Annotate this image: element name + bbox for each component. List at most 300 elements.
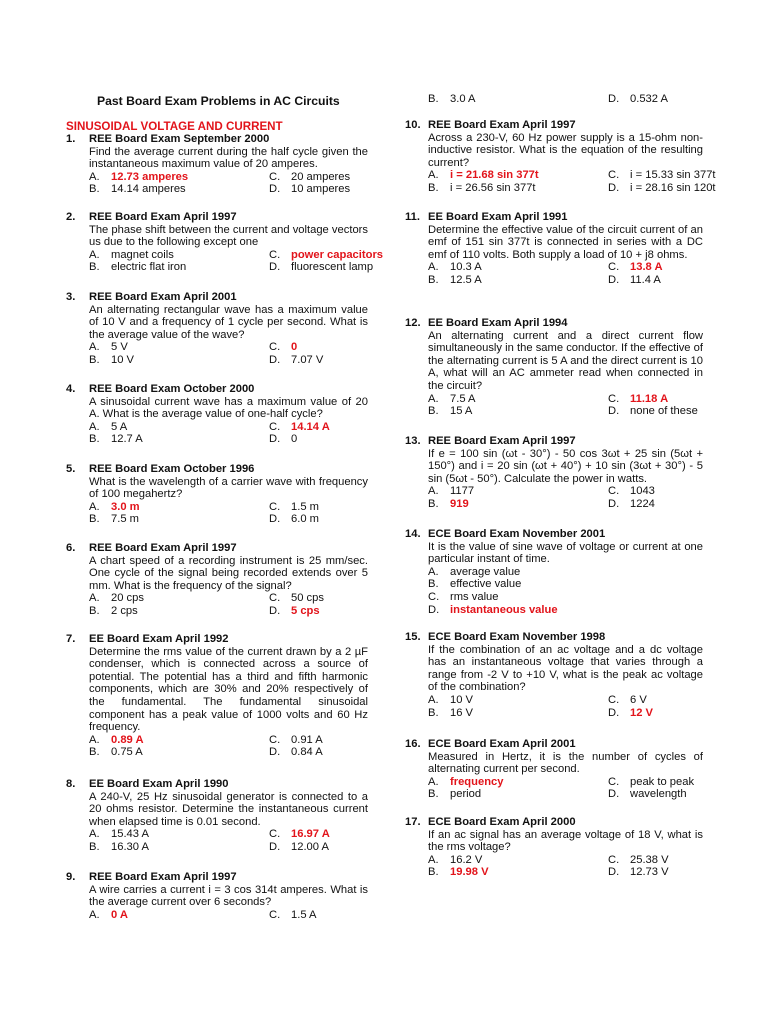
option-text: 10 V [450, 693, 474, 706]
option-text: period [450, 788, 482, 801]
answer-option [428, 485, 474, 498]
correct-answer-option [608, 393, 668, 406]
option-letter: D. [608, 788, 620, 801]
option-text: none of these [630, 405, 698, 418]
option-row [428, 93, 703, 106]
option-text: 6 V [630, 693, 647, 706]
option-text: 919 [450, 497, 469, 510]
option-text: 20 cps [111, 592, 144, 605]
question-text: If an ac signal has an average voltage of 18 V, what is the rms voltage? [428, 828, 703, 854]
correct-answer-option [89, 501, 140, 514]
option-letter: C. [269, 733, 281, 746]
answer-option [428, 854, 482, 867]
question-header [66, 133, 368, 146]
question-number: 12. [405, 317, 421, 329]
answer-options [428, 393, 703, 418]
answer-option [89, 421, 127, 434]
option-text: 1.5 A [291, 908, 317, 921]
question-item [405, 119, 716, 195]
answer-option [269, 909, 317, 922]
question-source: EE Board Exam April 1990 [89, 778, 229, 790]
option-letter: B. [89, 513, 100, 526]
page-title: Past Board Exam Problems in AC Circuits [97, 94, 340, 108]
option-letter: A. [428, 485, 439, 498]
option-text: 0 [291, 341, 298, 354]
option-text: 16 V [450, 706, 474, 719]
answer-options [428, 566, 703, 616]
option-row [89, 501, 368, 514]
question-source: REE Board Exam April 1997 [428, 435, 576, 447]
option-letter: C. [608, 693, 620, 706]
question-text: A 240-V, 25 Hz sinusoidal generator is connected to a 20 ohms resistor. Determine the instantaneous current when elapsed time is 0.01 second. [89, 790, 368, 828]
question-source: REE Board Exam April 1997 [428, 119, 576, 131]
answer-option [269, 171, 350, 184]
option-row [428, 274, 703, 287]
option-text: 16.97 A [291, 828, 330, 841]
option-row [428, 707, 703, 720]
answer-options [89, 341, 368, 366]
question-text: An alternating rectangular wave has a maximum value of 10 V and a frequency of 1 cycle per second. What is the average value of the wave? [89, 303, 368, 341]
answer-option [269, 734, 323, 747]
question-number: 13. [405, 435, 421, 447]
question-text: A sinusoidal current wave has a maximum value of 20 A. What is the average value of one-half cycle? [89, 395, 368, 421]
correct-answer-option [428, 498, 469, 511]
option-text: 6.0 m [291, 513, 319, 526]
question-source: REE Board Exam April 1997 [89, 211, 237, 223]
option-letter: C. [608, 485, 620, 498]
option-row [89, 605, 368, 618]
option-letter: B. [89, 840, 100, 853]
question-item [405, 528, 703, 616]
option-text: 0.84 A [291, 746, 323, 759]
option-letter: A. [428, 565, 439, 578]
option-letter: B. [428, 405, 439, 418]
answer-option [608, 93, 668, 106]
question-header [66, 211, 368, 224]
question-header [405, 631, 703, 644]
option-text: 14.14 A [291, 420, 330, 433]
question-source: REE Board Exam September 2000 [89, 133, 270, 145]
option-letter: A. [428, 853, 439, 866]
answer-option [428, 93, 476, 106]
option-text: 11.4 A [630, 273, 661, 286]
question-number: 4. [66, 383, 76, 395]
question-item [66, 542, 368, 618]
option-row [89, 746, 368, 759]
option-row [89, 183, 368, 196]
question-number: 8. [66, 778, 76, 790]
option-text: 13.8 A [630, 261, 663, 274]
question-number: 7. [66, 633, 76, 645]
option-letter: D. [608, 181, 620, 194]
question-source: ECE Board Exam November 1998 [428, 631, 606, 643]
question-text: Find the average current during the half cycle given the instantaneous maximum value of 20 amperes. [89, 145, 368, 171]
answer-option [89, 605, 138, 618]
option-row [428, 866, 703, 879]
question-number: 5. [66, 463, 76, 475]
option-row [89, 909, 368, 922]
question-item [66, 211, 384, 274]
option-row [428, 694, 703, 707]
question-source: EE Board Exam April 1992 [89, 633, 229, 645]
option-text: 0.75 A [111, 746, 143, 759]
answer-option [608, 274, 661, 287]
option-row [428, 485, 703, 498]
option-text: 15.43 A [111, 828, 149, 841]
option-text: 3.0 m [111, 500, 140, 513]
answer-options [89, 828, 368, 853]
answer-options [428, 854, 703, 879]
answer-option [608, 485, 655, 498]
option-row [89, 828, 368, 841]
option-letter: C. [608, 775, 620, 788]
answer-option [608, 866, 669, 879]
option-letter: D. [269, 353, 281, 366]
option-letter: D. [608, 273, 620, 286]
option-row [89, 261, 374, 274]
correct-answer-option [608, 707, 653, 720]
correct-answer-option [89, 171, 188, 184]
question-source: REE Board Exam April 2001 [89, 291, 237, 303]
option-text: effective value [450, 578, 522, 591]
question-text: What is the wavelength of a carrier wave with frequency of 100 megahertz? [89, 475, 368, 501]
answer-options [89, 909, 368, 922]
question-number: 6. [66, 542, 76, 554]
answer-options [428, 93, 703, 106]
option-text: 7.5 A [450, 392, 476, 405]
option-letter: A. [89, 420, 100, 433]
question-number: 17. [405, 816, 421, 828]
option-letter: A. [89, 733, 100, 746]
question-header [66, 633, 368, 646]
option-letter: D. [269, 513, 281, 526]
question-header [405, 816, 703, 829]
option-text: electric flat iron [111, 261, 187, 274]
option-letter: D. [608, 93, 620, 105]
option-letter: C. [269, 500, 281, 513]
option-text: 5 A [111, 420, 128, 433]
option-letter: D. [269, 261, 281, 274]
option-letter: A. [89, 500, 100, 513]
answer-option [269, 513, 319, 526]
option-letter: D. [608, 706, 620, 719]
answer-option [428, 707, 473, 720]
option-letter: A. [428, 775, 439, 788]
option-letter: A. [428, 693, 439, 706]
option-letter: B. [89, 604, 100, 617]
option-text: 16.2 V [450, 853, 483, 866]
question-item [405, 631, 703, 719]
answer-option [269, 433, 297, 446]
question-text: It is the value of sine wave of voltage or current at one particular instant of time. [428, 540, 703, 566]
question-number: 9. [66, 871, 76, 883]
question-text: A chart speed of a recording instrument is 25 mm/sec. One cycle of the signal being recorded extends over 5 mm. What is the frequency of the signal? [89, 554, 368, 592]
option-letter: A. [89, 170, 100, 183]
option-text: 1224 [630, 497, 655, 510]
option-text: wavelength [630, 788, 687, 801]
correct-answer-option [428, 604, 703, 617]
question-item [405, 738, 703, 801]
answer-option [608, 182, 716, 195]
option-letter: C. [269, 341, 281, 354]
option-letter: D. [428, 603, 440, 616]
question-header [405, 119, 703, 132]
question-text: Determine the rms value of the current drawn by a 2 µF condenser, which is connected across a source of potential. The potential has a third and fifth harmonic components, which are 30% and 20% respectively of the fundamental. The fundamental sinusoidal component has a peak value of 1000 volts and 60 Hz frequency. [89, 645, 368, 734]
answer-option [89, 592, 144, 605]
correct-answer-option [428, 169, 539, 182]
option-text: 0 [291, 433, 298, 446]
question-header [66, 778, 368, 791]
option-text: 10 amperes [291, 183, 351, 196]
question-item [66, 633, 368, 759]
answer-options [89, 421, 368, 446]
option-letter: D. [608, 497, 620, 510]
answer-option [428, 274, 482, 287]
option-row [89, 354, 368, 367]
option-letter: C. [608, 261, 620, 274]
question-source: REE Board Exam April 1997 [89, 542, 237, 554]
answer-option [428, 578, 703, 591]
option-letter: C. [269, 908, 281, 921]
option-text: peak to peak [630, 775, 695, 788]
answer-option [608, 498, 655, 511]
question-item [405, 211, 703, 287]
correct-answer-option [269, 341, 297, 354]
option-letter: C. [608, 853, 620, 866]
answer-option [89, 341, 128, 354]
option-text: i = 15.33 sin 377t [630, 169, 716, 182]
option-letter: D. [269, 433, 281, 446]
answer-option [269, 354, 323, 367]
answer-option [269, 746, 323, 759]
answer-option [89, 249, 174, 262]
question-item [405, 317, 703, 418]
answer-option [608, 694, 647, 707]
answer-options [89, 734, 368, 759]
question-number: 10. [405, 119, 421, 131]
question-source: REE Board Exam October 1996 [89, 463, 255, 475]
option-letter: B. [89, 353, 100, 366]
question-header [405, 317, 703, 330]
option-row [89, 421, 368, 434]
answer-option [89, 354, 134, 367]
question-text: An alternating current and a direct current flow simultaneously in the same conductor. If the effective of the alternating current is 5 A and the direct current is 10 A, what will an AC ammeter read when connected in the circuit? [428, 329, 703, 392]
option-row [428, 854, 703, 867]
correct-answer-option [89, 909, 128, 922]
question-number: 15. [405, 631, 421, 643]
option-row [428, 393, 703, 406]
option-text: 12.73 V [630, 866, 669, 879]
answer-option [89, 841, 149, 854]
question-source: ECE Board Exam April 2000 [428, 816, 576, 828]
option-letter: C. [608, 392, 620, 405]
answer-option [608, 788, 687, 801]
correct-answer-option [89, 734, 144, 747]
question-header [405, 528, 703, 541]
answer-option [89, 183, 186, 196]
option-letter: B. [428, 788, 439, 801]
question-header [66, 383, 368, 396]
option-text: 3.0 A [450, 93, 476, 105]
option-text: instantaneous value [450, 603, 558, 616]
option-text: 1.5 m [291, 500, 319, 513]
option-letter: D. [608, 866, 620, 879]
option-text: 10 V [111, 353, 135, 366]
option-row [89, 341, 368, 354]
question-item [405, 93, 703, 106]
option-text: 5 cps [291, 604, 320, 617]
option-text: 10.3 A [450, 261, 482, 274]
option-text: i = 26.56 sin 377t [450, 181, 536, 194]
question-number: 11. [405, 211, 420, 223]
answer-option [428, 405, 472, 418]
answer-option [269, 501, 319, 514]
question-source: EE Board Exam April 1991 [428, 211, 568, 223]
option-letter: A. [89, 341, 100, 354]
option-letter: D. [269, 183, 281, 196]
option-row [89, 841, 368, 854]
question-text: Determine the effective value of the circuit current of an emf of 151 sin 377t is connected in series with a DC emf of 110 volts. Both supply a load of 10 + j8 ohms. [428, 223, 703, 261]
option-letter: D. [269, 604, 281, 617]
correct-answer-option [428, 776, 503, 789]
option-text: fluorescent lamp [291, 261, 374, 274]
option-letter: B. [428, 181, 439, 194]
answer-option [428, 566, 703, 579]
option-row [89, 171, 368, 184]
answer-options [428, 485, 703, 510]
question-item [66, 778, 368, 854]
option-letter: B. [428, 497, 439, 510]
question-number: 1. [66, 133, 76, 145]
option-text: 25.38 V [630, 853, 669, 866]
question-header [405, 211, 703, 224]
option-text: i = 21.68 sin 377t [450, 169, 539, 182]
question-number: 3. [66, 291, 76, 303]
question-item [405, 816, 703, 879]
option-text: average value [450, 565, 521, 578]
question-source: EE Board Exam April 1994 [428, 317, 568, 329]
question-item [66, 463, 368, 526]
option-row [89, 248, 384, 262]
option-text: 50 cps [291, 592, 324, 605]
option-text: 19.98 V [450, 866, 489, 879]
question-source: REE Board Exam October 2000 [89, 383, 255, 395]
answer-options [89, 592, 368, 617]
question-number: 16. [405, 738, 421, 750]
answer-option [428, 694, 473, 707]
option-letter: B. [89, 183, 100, 196]
option-text: 12.7 A [111, 433, 143, 446]
option-text: 12.00 A [291, 840, 329, 853]
option-letter: A. [89, 828, 100, 841]
question-header [66, 542, 368, 555]
correct-answer-option [269, 421, 330, 434]
option-text: 11.18 A [630, 392, 669, 405]
answer-option [89, 433, 143, 446]
option-letter: B. [428, 706, 439, 719]
answer-option [269, 183, 350, 196]
answer-option [269, 592, 324, 605]
option-text: 1043 [630, 485, 655, 498]
correct-answer-option [269, 605, 320, 618]
option-letter: B. [428, 866, 439, 879]
correct-answer-option [269, 828, 330, 841]
option-row [428, 776, 703, 789]
question-header [66, 463, 368, 476]
option-text: power capacitors [291, 248, 384, 261]
answer-option [89, 828, 149, 841]
option-letter: A. [428, 169, 439, 182]
question-text: Across a 230-V, 60 Hz power supply is a 15-ohm non-inductive resistor. What is the equation of the resulting current? [428, 131, 703, 169]
question-header [66, 291, 368, 304]
option-text: rms value [450, 590, 499, 603]
answer-option [608, 169, 716, 182]
option-letter: B. [428, 93, 439, 105]
question-item [405, 435, 703, 511]
question-source: ECE Board Exam April 2001 [428, 738, 576, 750]
option-letter: C. [269, 248, 281, 261]
option-text: 14.14 amperes [111, 183, 186, 196]
option-letter: D. [608, 405, 620, 418]
question-text: If the combination of an ac voltage and a dc voltage has an instantaneous voltage that varies through a range from -2 V to +10 V, what is the peak ac voltage of the combination? [428, 643, 703, 694]
option-text: 15 A [450, 405, 473, 418]
answer-option [269, 841, 329, 854]
answer-options [428, 776, 703, 801]
option-row [428, 498, 703, 511]
answer-option [428, 261, 482, 274]
option-letter: C. [428, 590, 440, 603]
question-number: 14. [405, 528, 421, 540]
answer-option [89, 746, 143, 759]
option-letter: B. [89, 261, 100, 274]
answer-option [428, 591, 703, 604]
option-text: 12.5 A [450, 273, 482, 286]
answer-option [269, 261, 373, 274]
answer-option [608, 405, 698, 418]
option-letter: B. [428, 578, 439, 591]
answer-options [89, 501, 368, 526]
option-letter: D. [269, 840, 281, 853]
option-text: 0 A [111, 908, 128, 921]
answer-option [428, 182, 536, 195]
option-row [428, 405, 703, 418]
option-letter: C. [269, 170, 281, 183]
option-letter: C. [608, 169, 620, 182]
option-letter: A. [428, 392, 439, 405]
question-number: 2. [66, 211, 76, 223]
question-header [66, 871, 368, 884]
correct-answer-option [608, 261, 663, 274]
question-text: Measured in Hertz, it is the number of cycles of alternating current per second. [428, 750, 703, 776]
option-text: 12 V [630, 706, 654, 719]
answer-option [428, 393, 476, 406]
option-row [89, 592, 368, 605]
question-item [66, 871, 368, 921]
section-heading: SINUSOIDAL VOLTAGE AND CURRENT [66, 120, 283, 133]
option-text: 1177 [450, 485, 475, 498]
option-letter: A. [89, 592, 100, 605]
option-letter: C. [269, 420, 281, 433]
answer-option [89, 261, 186, 274]
question-item [66, 383, 368, 446]
answer-options [428, 169, 716, 194]
option-text: 5 V [111, 341, 128, 354]
answer-option [428, 788, 481, 801]
correct-answer-option [428, 866, 489, 879]
option-letter: B. [428, 273, 439, 286]
option-text: 0.89 A [111, 733, 144, 746]
answer-options [428, 694, 703, 719]
